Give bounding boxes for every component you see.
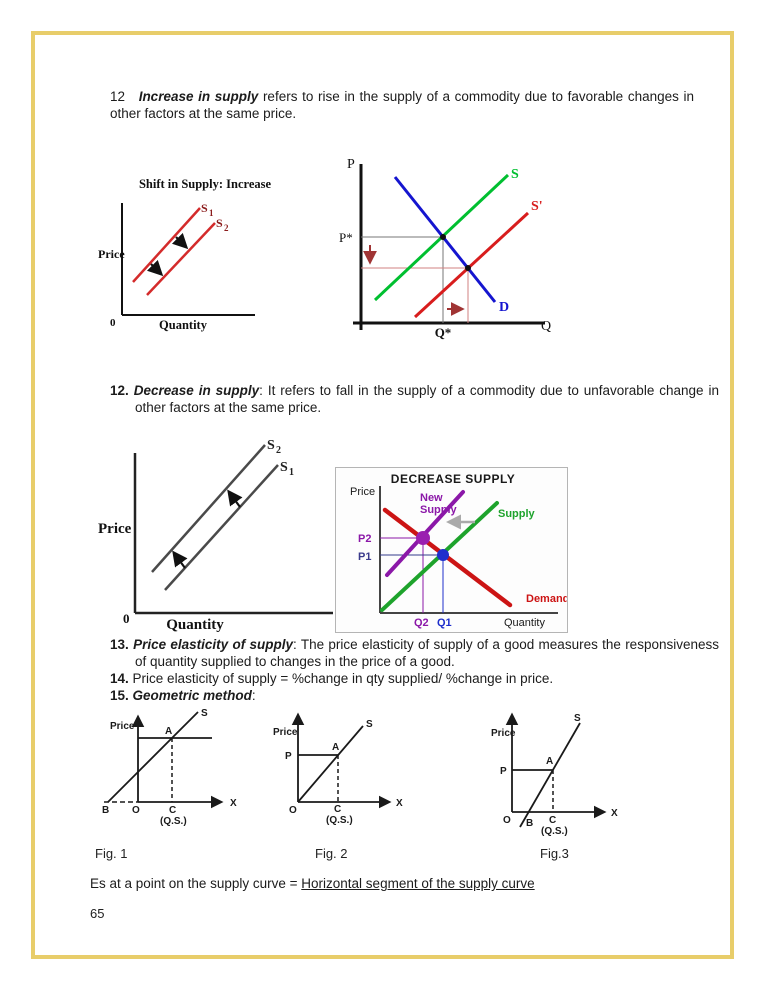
point-a-label: A <box>165 726 173 737</box>
supply-line <box>298 726 363 802</box>
demand-label: Demand <box>526 593 567 605</box>
item-text: : It refers to fall in the supply of a commodity due to unfavorable change in other factors at the same price. <box>135 383 719 415</box>
item-text: : <box>251 688 256 703</box>
point-c-label: C <box>549 815 557 826</box>
demand-line-d <box>395 177 495 302</box>
figure-2 <box>263 705 405 835</box>
diagram1-title: Shift in Supply: Increase <box>138 177 272 191</box>
page-number: 65 <box>90 906 105 921</box>
price-axis-label: Price <box>98 247 125 261</box>
s-label: S <box>511 167 519 182</box>
origin-label: O <box>132 805 140 816</box>
s-label: S <box>201 708 208 719</box>
caption-fig3: Fig.3 <box>540 846 569 861</box>
s-label: S <box>366 719 373 730</box>
new-equilibrium-point <box>465 265 471 271</box>
item-term: Price elasticity of supply <box>133 637 294 652</box>
s2-supply-line <box>152 445 265 572</box>
item-number: 13. <box>110 637 129 652</box>
caption-fig2: Fig. 2 <box>315 846 348 861</box>
price-axis-label: Price <box>350 486 376 498</box>
item-term: Geometric method <box>132 688 252 703</box>
price-axis-label: Price <box>110 721 135 732</box>
x-axis-label: X <box>396 798 403 809</box>
p-label: P <box>500 766 507 777</box>
item-number: 12 <box>110 89 126 104</box>
old-equilibrium-point <box>437 549 449 561</box>
s1-subscript: 1 <box>209 208 214 218</box>
quantity-axis-label: Quantity <box>504 617 545 629</box>
q2-label: Q2 <box>414 617 429 629</box>
s-label: S <box>574 713 581 724</box>
d-label: D <box>499 300 510 315</box>
es-formula-underlined: Horizontal segment of the supply curve <box>301 876 535 891</box>
s2-subscript: 2 <box>276 445 281 456</box>
s1-label: S <box>201 201 208 215</box>
p2-label: P2 <box>358 533 372 545</box>
q-axis-label: Q <box>541 319 552 334</box>
quantity-axis-label: Quantity <box>166 617 224 633</box>
qs-label: (Q.S.) <box>160 816 187 827</box>
item-text: Price elasticity of supply = %change in qty supplied/ %change in price. <box>132 671 554 686</box>
point-a-label: A <box>332 742 340 753</box>
s2-label: S <box>267 438 275 453</box>
new-supply-label-line2: Supply <box>420 504 457 516</box>
diagram-shift-increase <box>95 158 275 344</box>
old-equilibrium-point <box>440 234 446 240</box>
para-decrease-supply <box>110 382 719 416</box>
new-equilibrium-point <box>416 531 430 545</box>
quantity-axis-label: Quantity <box>159 318 207 332</box>
diagram-shift-decrease <box>95 433 340 633</box>
origin-label: 0 <box>110 317 116 329</box>
para-geometric-method <box>110 687 719 704</box>
s1-supply-line <box>165 465 278 590</box>
qs-label: (Q.S.) <box>541 826 568 837</box>
shift-arrow-upper <box>229 492 240 507</box>
q1-label: Q1 <box>437 617 452 629</box>
p1-label: P1 <box>358 551 372 563</box>
point-b-label: B <box>102 805 110 816</box>
diagram-decrease-supply <box>336 468 567 632</box>
diagram-supply-shift-pq <box>333 148 559 340</box>
es-formula-line <box>90 876 535 891</box>
figure-1 <box>90 705 245 835</box>
item-text: : The price elasticity of supply of a good measures the responsiveness of quantity supplied to changes in the price of a good. <box>135 637 719 669</box>
shift-arrow-upper <box>176 237 186 247</box>
diagram4-title: DECREASE SUPPLY <box>390 472 516 486</box>
s2-supply-line <box>147 223 215 295</box>
p-axis-label: P <box>347 157 355 172</box>
s-prime-label: S' <box>531 199 543 214</box>
supply-line-s-prime <box>415 213 528 317</box>
s1-supply-line <box>133 208 200 282</box>
item-number: 12. <box>110 383 129 398</box>
shift-arrow-lower <box>174 553 185 568</box>
x-axis-label: X <box>611 808 618 819</box>
item-term: Decrease in supply <box>133 383 260 398</box>
item-text: refers to rise in the supply of a commodity due to favorable changes in other factors at the same price. <box>110 89 695 121</box>
item-term: Increase in supply <box>138 89 259 104</box>
origin-label: O <box>503 815 511 826</box>
price-axis-label: Price <box>491 728 516 739</box>
origin-label: O <box>289 805 297 816</box>
p-label: P <box>285 751 292 762</box>
para-increase-supply <box>110 88 694 122</box>
point-c-label: C <box>334 804 342 815</box>
para-price-elasticity <box>110 636 719 670</box>
point-c-label: C <box>169 805 177 816</box>
p-star-label: P* <box>339 230 353 245</box>
item-number: 14. <box>110 671 129 686</box>
item-number: 15. <box>110 688 129 703</box>
caption-fig1: Fig. 1 <box>95 846 128 861</box>
new-supply-label-line1: New <box>420 492 443 504</box>
price-axis-label: Price <box>273 727 298 738</box>
s1-subscript: 1 <box>289 467 294 478</box>
supply-label: Supply <box>498 508 535 520</box>
para-elasticity-formula <box>110 670 719 687</box>
price-axis-label: Price <box>98 521 132 537</box>
figure-3 <box>483 705 625 840</box>
q-star-label: Q* <box>434 325 452 340</box>
point-a-label: A <box>546 756 554 767</box>
origin-label: 0 <box>123 611 130 626</box>
s2-subscript: 2 <box>224 223 229 233</box>
es-formula-prefix: Es at a point on the supply curve = <box>90 876 298 891</box>
decrease-supply-box <box>335 467 568 633</box>
s1-label: S <box>280 460 288 475</box>
x-axis-label: X <box>230 798 237 809</box>
point-b-label: B <box>526 818 534 829</box>
shift-arrow-lower <box>151 264 161 274</box>
qs-label: (Q.S.) <box>326 815 353 826</box>
s2-label: S <box>216 216 223 230</box>
